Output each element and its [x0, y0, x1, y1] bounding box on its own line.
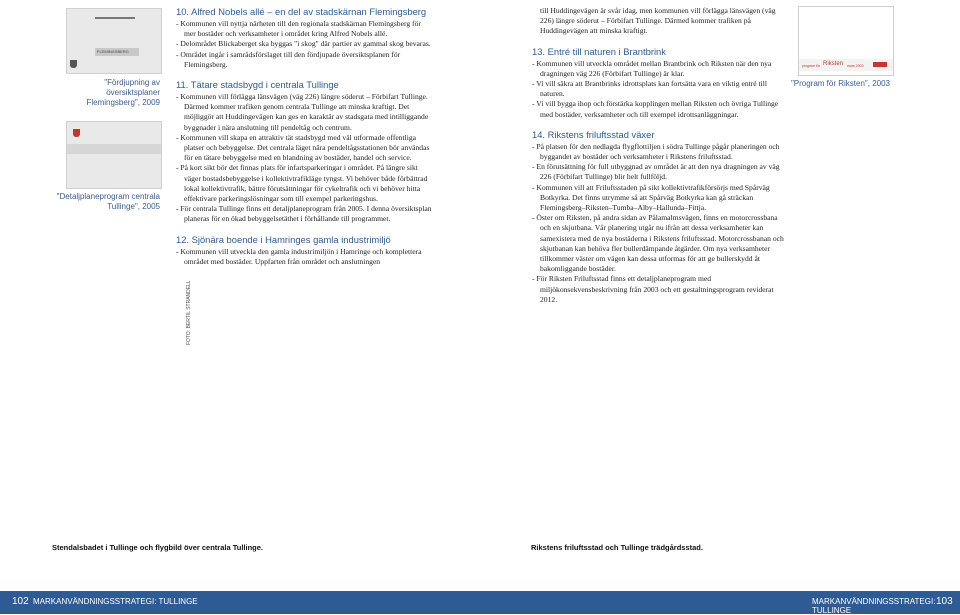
right-text-column: [532, 6, 784, 305]
spacer: [176, 70, 434, 79]
thumbnail-flemingsberg-title: FLEMINGSBERG: [97, 49, 129, 54]
caption-line-1: "Fördjupning av översiktsplaner: [104, 78, 160, 97]
section-14-title: 14. Rikstens friluftsstad växer: [532, 128, 655, 140]
thumbnail-flemingsberg-crest-icon: [70, 60, 77, 68]
thumbnail-riksten-brand: Riksten: [823, 61, 844, 67]
section-10-item: - Delområdet Blickaberget ska byggas "i skog" där partier av gammal skog bevaras.: [176, 39, 431, 49]
section-13-item: - Kommunen vill utveckla området mellan Brantbrink och Riksten när den nya dragningen väg 226 (Förbifart Tullinge) är klar.: [532, 58, 772, 78]
section-11-item: - Kommunen vill skapa en attraktiv tät stadsbygd med väl utformade offentliga platser och bebyggelse. Det centrala läget nära pendeltågsstationen bör användas för en tätare bebyggelse med en blandning av bostäder, handel och service.: [176, 132, 430, 163]
thumbnail-tullinge-crest-icon: [73, 129, 80, 137]
section-11-item: - För centrala Tullinge finns ett detaljplaneprogram från 2005. I denna översiktsplan planeras för en ökad bebyggelsetäthet i förhållande till programmet.: [176, 204, 432, 224]
spacer: [532, 37, 784, 46]
section-10-item: - Kommunen vill nyttja närheten till den regionala stadskärnan Flemingsberg för mer bostäder och verksamheter i området kring Alfred Nobels allé.: [176, 19, 421, 39]
caption-line-1: "Detaljplaneprogram centrala: [56, 192, 160, 201]
section-14-item: - Öster om Riksten, på andra sidan av Pålamalmsvägen, finns en motorcrossbana och en skjutbana. Vår planering utgår nu ifrån att dessa verksamheter kan samexistera med de nya bostäderna i Rikstens friluftsstad. Motorcrossbanan och skjutbanan kan behöva fler bullerdämpande åtgärder. Om nya verksamheter tillkommer väster om vägen kan dessa utformas för att ge bullerskydd åt bakomliggande bostäder.: [532, 213, 784, 274]
thumbnail-riksten-caption: "Program för Riksten", 2003: [790, 79, 890, 88]
left-footer-title: MARKANVÄNDNINGSSTRATEGI: TULLINGE: [33, 597, 198, 606]
continuation-text: till Huddingevägen är svår idag, men kommunen vill förlägga länsvägen (väg 226) längre söderut – Förbifart Tullinge. Därmed kommer trafiken på Huddingevägen att minska kraftigt.: [540, 6, 776, 36]
left-page-number: 102: [12, 596, 29, 607]
section-14-item: - Kommunen vill att Friluftsstaden på sikt kollektivtrafikförsörjs med Spårväg Botkyrka. Det finns utrymme så att Spårväg Botkyrka kan gå sträckan Flemingsberg–Riksten–Tumba–Alby–Hallunda–Fittja.: [532, 182, 770, 213]
right-photo-caption: Rikstens friluftsstad och Tullinge trädgårdsstad.: [531, 543, 703, 552]
thumbnail-flemingsberg: [66, 8, 162, 74]
section-11-item: - Kommunen vill förlägga länsvägen (väg 226) längre söderut – Förbifart Tullinge. Därmed kommer trafiken genom centrala Tullinge att minska kraftigt. Det möjliggör att Huddingevägen kan ges en karaktär av stadsgata med intilliggande byggnader i nära anslutning till pendeltåg och centrum.: [176, 92, 429, 132]
section-11-item: - På kort sikt bör det finnas plats för infartsparkeringar i området. På längre sikt väger bostadsbebyggelse i kollektivtrafikläge tyngst. Vi behöver både förbättrad lokal kollektivtrafik, bättre förutsättningar för cykeltrafik och vi behöver hitta effektivare parkeringslösningar som till exempel parkeringshus.: [176, 163, 428, 204]
thumbnail-riksten-date: mars 2003: [847, 64, 864, 68]
section-10-item: - Området ingår i samrådsförslaget till den fördjupade översiktsplanen för Flemingsberg.: [176, 49, 401, 69]
section-14-item: - En förutsättning för full utbyggnad av området är att den nya dragningen av väg 226 (Förbifart Tullinge) blir helt fullföljd.: [532, 162, 780, 182]
thumbnail-tullinge-caption: [50, 192, 160, 212]
thumbnail-flemingsberg-caption: [50, 78, 160, 108]
section-12-title: 12. Sjönära boende i Hamringes gamla industrimiljö: [176, 233, 391, 245]
section-12-item: - Kommunen vill utveckla den gamla industrimiljön i Hamringe och komplettera området med bostäder. Uppfarten från området och anslutningen: [176, 246, 422, 266]
thumbnail-flemingsberg-header: [95, 17, 135, 19]
thumbnail-tullinge-program: [66, 121, 162, 189]
section-14-item: - På platsen för den nedlagda flygflottiljen i södra Tullinge pågår planeringen och byggandet av bostäder och verksamheter i Rikstens friluftsstad.: [532, 141, 780, 162]
right-footer-title: MARKANVÄNDNINGSSTRATEGI: TULLINGE: [812, 597, 936, 615]
section-10-title: 10. Alfred Nobels allé – en del av stadskärnan Flemingsberg: [176, 6, 427, 17]
thumbnail-tullinge-band: [67, 144, 161, 154]
thumbnail-riksten-program: [798, 6, 894, 76]
thumbnail-riksten-lefttext: program för: [802, 64, 821, 68]
caption-line-2: Flemingsberg", 2009: [86, 98, 160, 107]
section-13-item: - Vi vill säkra att Brantbrinks idrottsplats kan fortsätta vara en viktig entré till naturen.: [532, 79, 767, 99]
caption-line-2: Tullinge", 2005: [107, 202, 160, 211]
left-photo-caption: Stendalsbadet i Tullinge och flygbild över centrala Tullinge.: [52, 543, 264, 552]
section-13-item: - Vi vill bygga ihop och förstärka kopplingen mellan Riksten och övriga Tullinge med bostäder, verksamheter och till exempel idrottsanläggningar.: [532, 99, 779, 119]
section-11-title: 11. Tätare stadsbygd i centrala Tullinge: [176, 79, 339, 91]
footer-bar: [0, 591, 960, 614]
thumbnail-riksten-logo: [873, 62, 887, 67]
spacer: [176, 225, 434, 234]
left-text-column: [176, 6, 434, 267]
spacer: [532, 120, 784, 129]
section-14-item: - För Riksten Friluftsstad finns ett detaljplaneprogram med miljökonsekvensbeskrivning från 2003 och ett gestaltningsprogram reviderat 2012.: [532, 274, 774, 304]
photo-credit: FOTO: BERTIL STRANDELL: [186, 280, 192, 345]
section-13-title: 13. Entré till naturen i Brantbrink: [532, 45, 666, 57]
right-page-number: 103: [936, 596, 953, 607]
